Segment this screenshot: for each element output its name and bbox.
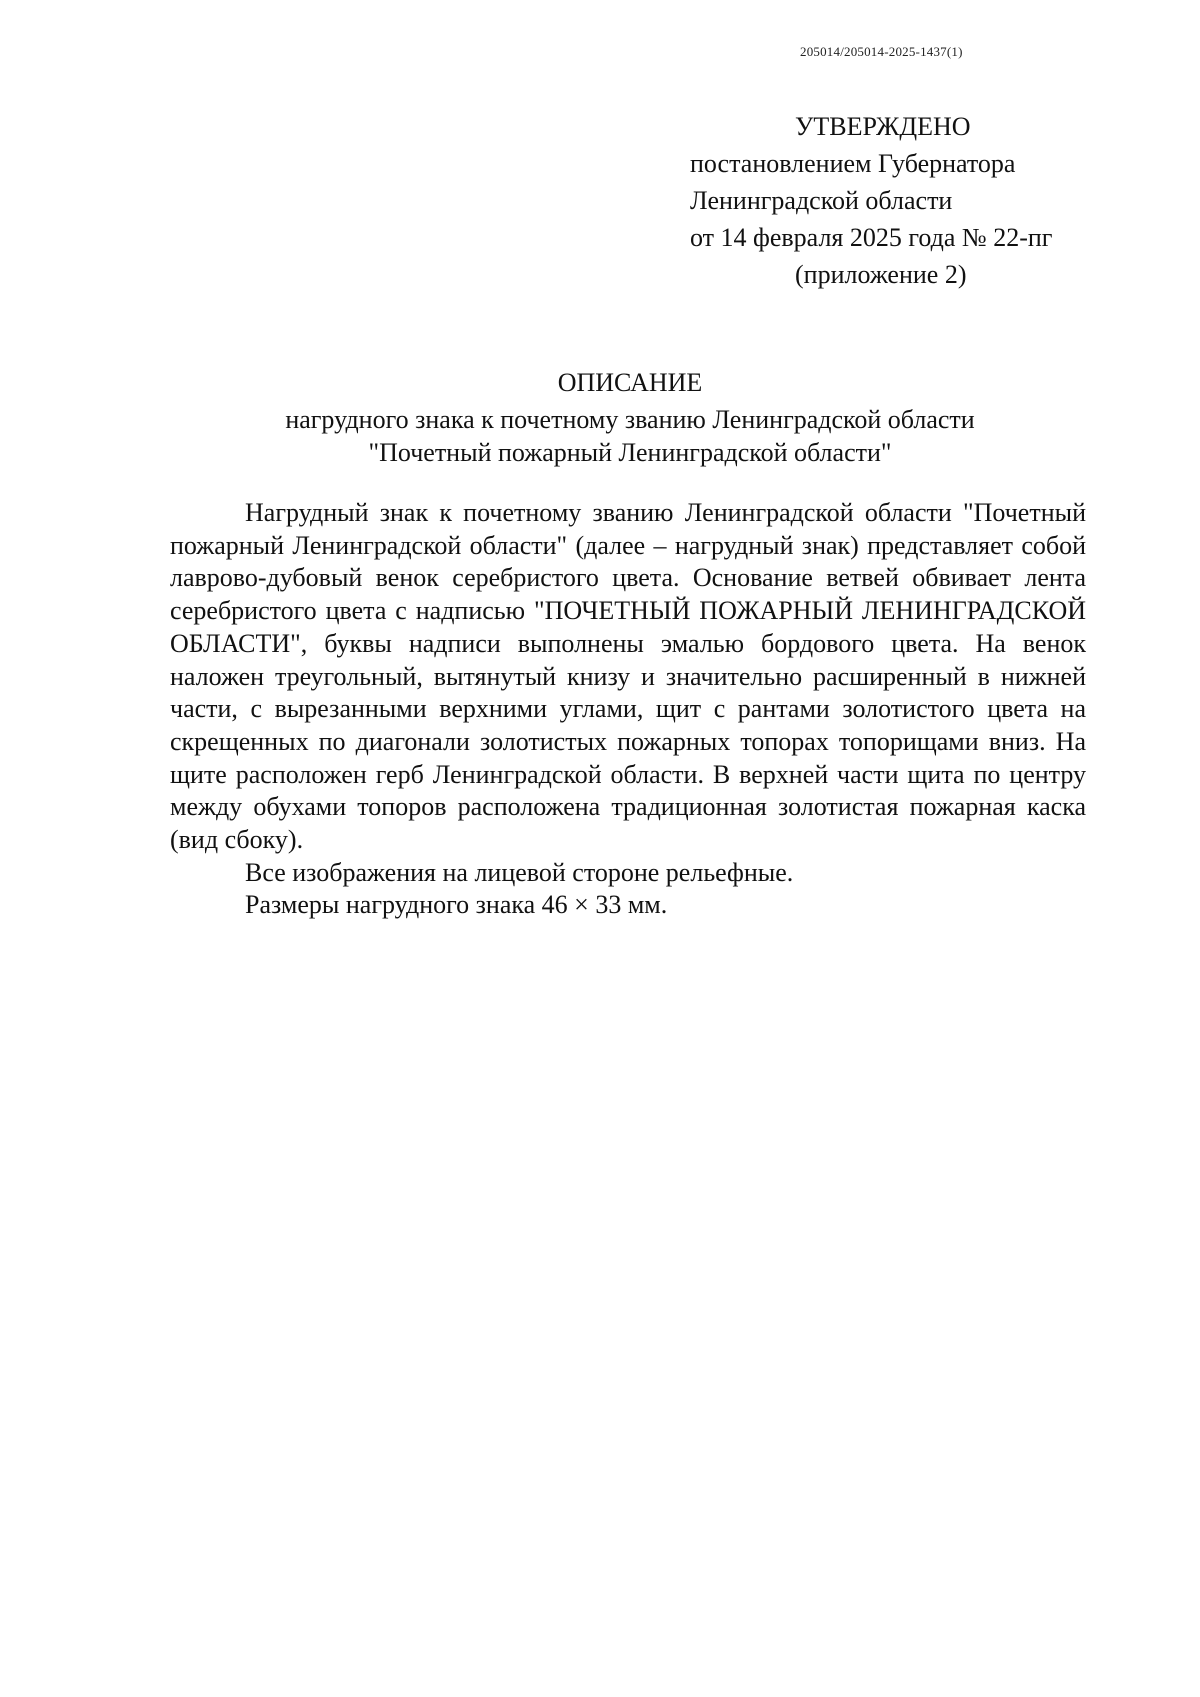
approval-appendix: (приложение 2) bbox=[795, 260, 967, 289]
body-paragraph-1: Нагрудный знак к почетному званию Ленинградской области "Почетный пожарный Ленинградской области" (далее – нагрудный знак) представляет собой лаврово-дубовый венок серебристого цвета. Основание ветвей обвивает лента серебристого цвета с надписью "ПОЧЕТНЫЙ ПОЖАРНЫЙ ЛЕНИНГРАДСКОЙ ОБЛАСТИ", буквы надписи выполнены эмалью бордового цвета. На венок наложен треугольный, вытянутый книзу и значительно расширенный в нижней части, с вырезанными верхними углами, щит с рантами золотистого цвета на скрещенных по диагонали золотистых пожарных топорах топорищами вниз. На щите расположен герб Ленинградской области. В верхней части щита по центру между обухами топоров расположена традиционная золотистая пожарная каска (вид сбоку). bbox=[170, 498, 1086, 855]
body-paragraph-3: Размеры нагрудного знака 46 × 33 мм. bbox=[245, 890, 668, 920]
approval-date-number: от 14 февраля 2025 года № 22-пг bbox=[690, 223, 1053, 252]
document-registration-number: 205014/205014-2025-1437(1) bbox=[800, 44, 963, 59]
approval-block bbox=[690, 108, 1110, 293]
approval-decree: постановлением Губернатора bbox=[690, 149, 1016, 178]
document-body bbox=[170, 497, 1086, 922]
document-heading: ОПИСАНИЕ bbox=[557, 368, 703, 397]
document-subtitle-line-2: "Почетный пожарный Ленинградской области" bbox=[368, 438, 892, 467]
body-paragraph-2: Все изображения на лицевой стороне рельефные. bbox=[245, 857, 794, 887]
document-title-block bbox=[170, 366, 1090, 469]
approval-region: Ленинградской области bbox=[690, 186, 953, 215]
approval-title: УТВЕРЖДЕНО bbox=[795, 112, 971, 141]
document-subtitle-line-1: нагрудного знака к почетному званию Ленинградской области bbox=[285, 405, 975, 434]
